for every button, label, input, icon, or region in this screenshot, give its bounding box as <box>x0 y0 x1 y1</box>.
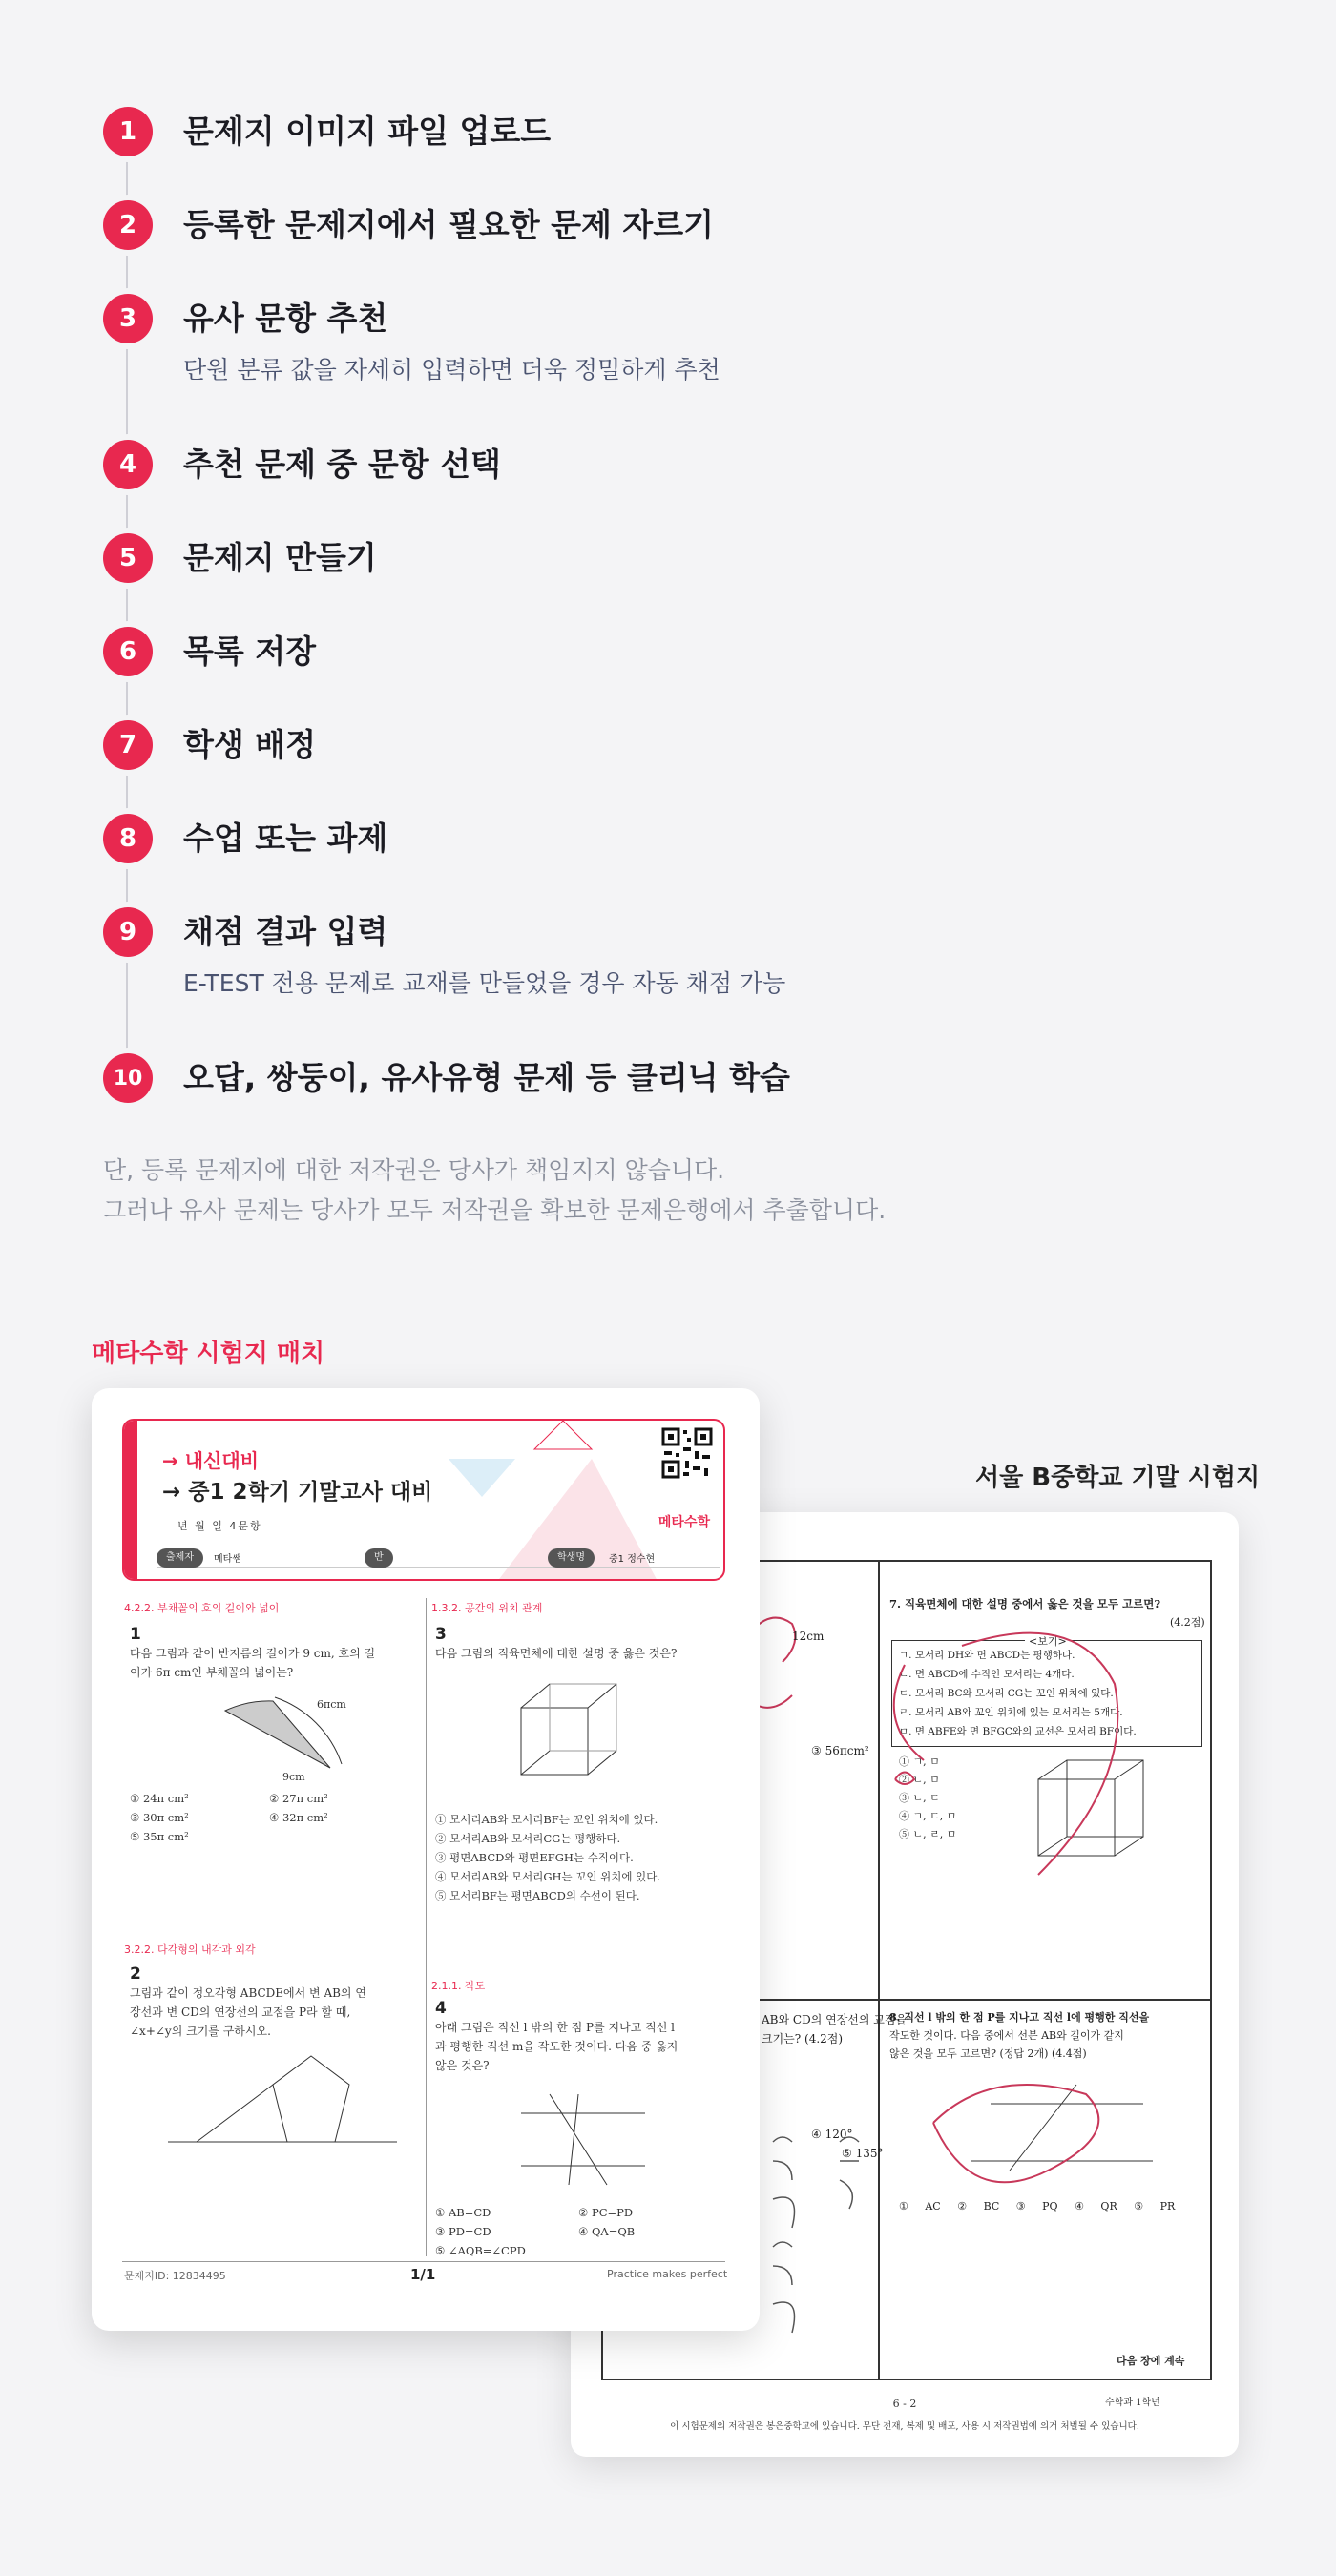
author-value: 메타쌤 <box>214 1554 241 1565</box>
exam-fragment: AB와 CD의 연장선의 교점을 <box>762 2013 908 2026</box>
step-number: 1 <box>103 107 153 156</box>
step-title: 문제지 만들기 <box>183 539 377 576</box>
step-number: 8 <box>103 814 153 863</box>
paper-footer-line <box>122 2261 725 2262</box>
brand-logo: 메타수학 <box>658 1515 710 1530</box>
section-label-school: 서울 B중학교 기말 시험지 <box>975 1464 1261 1492</box>
step-number: 3 <box>103 294 153 343</box>
question-section: 3.2.2. 다각형의 내각과 외각 <box>124 1943 256 1956</box>
step-9 <box>103 907 785 999</box>
exam-fragment: ③ 56πcm² <box>811 1744 869 1757</box>
question-8-title: 8. 직선 l 밖의 한 점 P를 지나고 직선 l에 평행한 직선을 작도한 것이다. 다음 중에서 선분 AB와 길이가 같지 않은 것을 모두 고르면? (정답 2개) (4.4점) <box>889 2011 1150 2060</box>
exam-page-number: 6 - 2 <box>892 2398 917 2410</box>
continue-label: 다음 장에 계속 <box>1117 2355 1185 2367</box>
step-4 <box>103 440 501 489</box>
question-section: 4.2.2. 부채꼴의 호의 길이와 넓이 <box>124 1602 280 1614</box>
exam-fragment: 크기는? (4.2점) <box>762 2032 844 2046</box>
step-description: 단원 분류 값을 자세히 입력하면 더욱 정밀하게 추천 <box>183 356 720 384</box>
question-7-box-label: <보기> <box>1025 1632 1071 1652</box>
qr-code-icon <box>660 1426 714 1480</box>
chip-author: 출제자 <box>157 1548 203 1568</box>
step-title: 문제지 이미지 파일 업로드 <box>183 113 552 150</box>
paper-header <box>122 1419 725 1581</box>
step-number: 7 <box>103 720 153 770</box>
paper-id: 문제지ID: 12834495 <box>124 2270 226 2282</box>
question-7-options: ① ㄱ, ㅁ ② ㄴ, ㅁ ③ ㄴ, ㄷ ④ ㄱ, ㄷ, ㅁ ⑤ ㄴ, ㄹ, ㅁ <box>899 1755 957 1840</box>
question-options: ① 모서리AB와 모서리BF는 꼬인 위치에 있다. ② 모서리AB와 모서리CG는 평행하다. ③ 평면ABCD와 평면EFGH는 수직이다. ④ 모서리AB와 모서리GH는 꼬인 위치에 있다. ⑤ 모서리BF는 평면ABCD의 수선이 된다. <box>435 1813 661 1902</box>
parallel-lines-figure <box>511 2085 655 2190</box>
student-value: 중1 정수현 <box>609 1554 656 1565</box>
header-date: 년 월 일 4문항 <box>177 1520 262 1532</box>
exam-fragment: ④ 120° <box>811 2128 853 2141</box>
red-grading-marks <box>886 1627 1210 1913</box>
step-number: 4 <box>103 440 153 489</box>
step-title: 학생 배정 <box>183 726 317 763</box>
step-number: 10 <box>103 1053 153 1103</box>
step-1 <box>103 107 551 156</box>
step-title: 오답, 쌍둥이, 유사유형 문제 등 클리닉 학습 <box>183 1059 790 1096</box>
question-7-items: ㄱ. 모서리 DH와 면 ABCD는 평행하다. ㄴ. 면 ABCD에 수직인 모서리는 4개다. ㄷ. 모서리 BC와 모서리 CG는 꼬인 위치에 있다. ㄹ. 모서리 AB와 꼬인 위치에 있는 모서리는 5개다. ㅁ. 면 ABFE와 면 BFGC와의 교선은 모서리 BF이다. <box>899 1650 1137 1737</box>
note-line: 그러나 유사 문제는 당사가 모두 저작권을 확보한 문제은행에서 추출합니다. <box>103 1196 887 1224</box>
exam-fragment: 12cm <box>792 1630 825 1643</box>
meta-math-paper <box>92 1388 760 2331</box>
step-7 <box>103 720 316 770</box>
exam-grade: 수학과 1학년 <box>1105 2398 1160 2408</box>
step-2 <box>103 200 714 250</box>
exam-column-divider <box>878 1560 880 2380</box>
exam-copyright: 이 시험문제의 저작권은 봉은중학교에 있습니다. 무단 전재, 복제 및 배포, 사용 시 저작권법에 의거 처벌될 수 있습니다. <box>670 2421 1139 2432</box>
question-text: 아래 그림은 직선 l 밖의 한 점 P를 지나고 직선 l 과 평행한 직선 m을 작도한 것이다. 다음 중 옳지 않은 것은? <box>435 2021 678 2072</box>
step-title: 목록 저장 <box>183 633 317 670</box>
exam-row-divider <box>880 1999 1212 2001</box>
question-text: 그림과 같이 정오각형 ABCDE에서 변 AB의 연 장선과 변 CD의 연장선의 교점을 P라 할 때, ∠x+∠y의 크기를 구하시오. <box>130 1986 366 2038</box>
step-title: 채점 결과 입력 <box>183 913 388 950</box>
question-section: 1.3.2. 공간의 위치 관계 <box>431 1602 543 1614</box>
step-number: 2 <box>103 200 153 250</box>
question-number: 3 <box>435 1625 447 1644</box>
step-8 <box>103 814 387 863</box>
question-number: 4 <box>435 1999 447 2018</box>
pentagon-figure <box>168 2046 407 2161</box>
question-options: ① 24π cm² ② 27π cm² ③ 30π cm² ④ 32π cm² ⑤ 35π cm² <box>130 1792 328 1843</box>
figure-label: 6πcm <box>317 1698 346 1711</box>
header-label-exam-prep: → 내신대비 <box>162 1449 260 1472</box>
step-6 <box>103 627 316 676</box>
question-options: ① AB=CD ② PC=PD ③ PD=CD ④ QA=QB ⑤ ∠AQB=∠CPD <box>435 2206 636 2257</box>
question-7-points: (4.2점) <box>1170 1616 1205 1629</box>
step-number: 6 <box>103 627 153 676</box>
step-description: E-TEST 전용 문제로 교재를 만들었을 경우 자동 채점 가능 <box>183 969 786 997</box>
header-title: → 중1 2학기 기말고사 대비 <box>162 1480 433 1505</box>
paper-page: 1/1 <box>410 2266 436 2283</box>
exam-fragment: ⑤ 135° <box>842 2147 884 2160</box>
step-title: 추천 문제 중 문항 선택 <box>183 446 501 483</box>
chip-class: 반 <box>365 1548 393 1568</box>
step-number: 9 <box>103 907 153 957</box>
header-info-row <box>157 1548 720 1569</box>
header-accent-bar <box>124 1421 137 1581</box>
section-label-meta: 메타수학 시험지 매치 <box>92 1340 325 1368</box>
question-7-title: 7. 직육면체에 대한 설명 중에서 옳은 것을 모두 고르면? <box>889 1597 1161 1610</box>
step-10 <box>103 1053 790 1103</box>
cuboid-figure <box>511 1674 645 1798</box>
step-title: 수업 또는 과제 <box>183 820 388 857</box>
step-title: 유사 문항 추천 <box>183 300 388 337</box>
step-3 <box>103 294 720 385</box>
note-line: 단, 등록 문제지에 대한 저작권은 당사가 책임지지 않습니다. <box>103 1156 725 1184</box>
question-text: 다음 그림의 직육면체에 대한 설명 중 옳은 것은? <box>435 1647 678 1660</box>
question-section: 2.1.1. 작도 <box>431 1980 486 1992</box>
question-8-options: ① AC ② BC ③ PQ ④ QR ⑤ PR <box>899 2200 1176 2212</box>
paper-slogan: Practice makes perfect <box>607 2268 728 2280</box>
question-text: 다음 그림과 같이 반지름의 길이가 9 cm, 호의 길 이가 6π cm인 부채꼴의 넓이는? <box>130 1647 376 1679</box>
step-5 <box>103 533 377 583</box>
paper-column-divider <box>426 1598 427 2256</box>
figure-label: 9cm <box>282 1771 305 1783</box>
step-number: 5 <box>103 533 153 583</box>
chip-student: 학생명 <box>548 1548 595 1568</box>
question-number: 1 <box>130 1625 141 1644</box>
disclaimer-notes <box>103 1151 886 1231</box>
question-number: 2 <box>130 1964 141 1984</box>
parallel-construction-figure <box>914 2066 1200 2190</box>
step-title: 등록한 문제지에서 필요한 문제 자르기 <box>183 206 715 243</box>
